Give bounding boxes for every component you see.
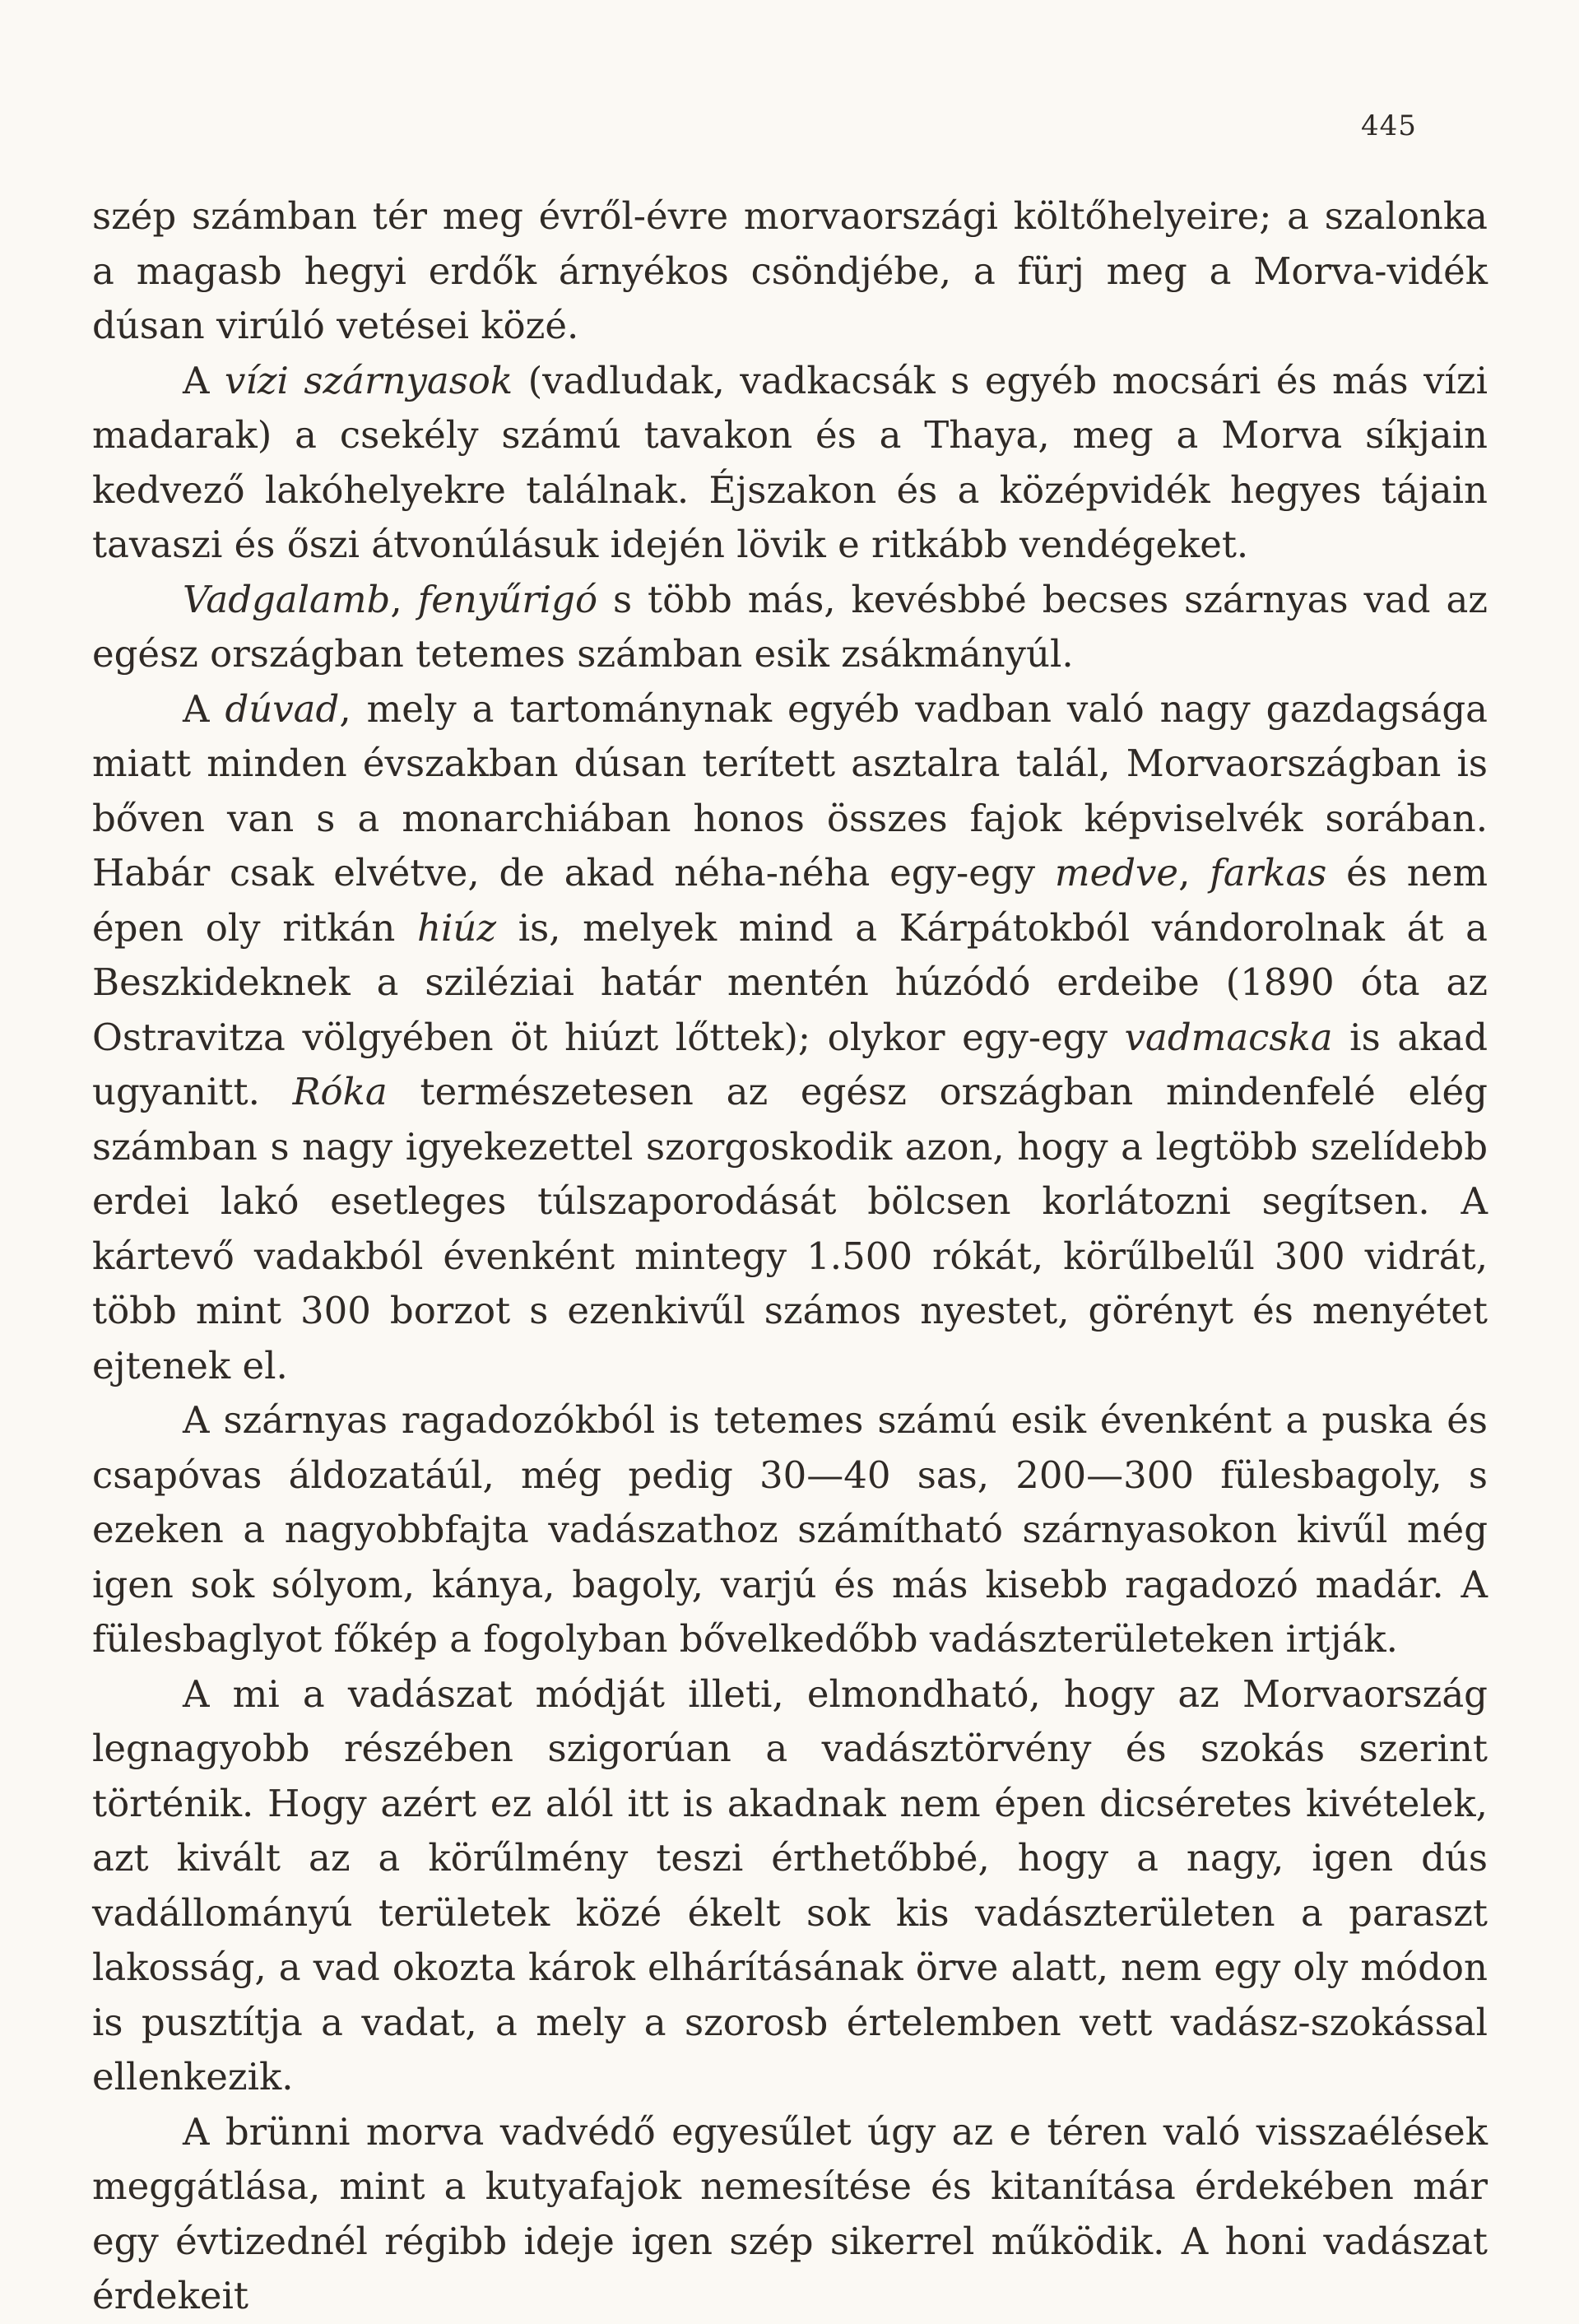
text-run: A	[183, 686, 225, 731]
italic-term: hiúz	[416, 905, 497, 950]
page-number: 445	[1361, 109, 1417, 142]
text-run: , mely a tartománynak egyéb vadban való nagy gazdagsága miatt minden évszakban dúsan terített asztalra talál, Morvaországban is bőven van s a monarchiában honos összes fajok képviselvék sorában. Habár csak elvétve, de akad néha-néha egy-egy	[92, 686, 1488, 895]
paragraph	[92, 189, 1488, 354]
text-run: ,	[390, 577, 418, 621]
italic-term: Vadgalamb	[183, 577, 391, 621]
paragraph	[92, 1667, 1488, 2105]
italic-term: farkas	[1210, 851, 1327, 895]
paragraph	[92, 1393, 1488, 1667]
italic-term: vadmacska	[1124, 1015, 1333, 1059]
text-run: A mi a vadászat módját illeti, elmondható, hogy az Morvaország legnagyobb részében szigorúan a vadásztörvény és szokás szerint történik. Hogy azért ez alól itt is akadnak nem épen dicséretes kivételek, azt kivált az a körűlmény teszi érthetőbbé, hogy a nagy, igen dús vadállományú területek közé ékelt sok kis vadászterületen a paraszt lakosság, a vad okozta károk elhárításának örve alatt, nem egy oly módon is pusztítja a vadat, a mely a szorosb értelemben vett vadász-szokással ellenkezik.	[92, 1671, 1488, 2099]
text-run: is, melyek mind a Kárpátokból vándorolnak át a Beszkideknek a sziléziai határ mentén húzódó erdeibe (1890 óta az Ostravitza völgyében öt hiúzt lőttek); olykor egy-egy	[92, 905, 1488, 1059]
text-run: és nem épen oly ritkán	[92, 851, 1488, 950]
italic-term: Róka	[292, 1070, 388, 1113]
italic-term: dúvad	[225, 686, 340, 731]
italic-term: vízi szárnyasok	[224, 358, 513, 402]
text-run: természetesen az egész országban mindenfelé elég számban s nagy igyekezettel szorgoskodik azon, hogy a legtöbb szelídebb erdei lakó esetleges túlszaporodását bölcsen korlátozni segítsen. A kártevő vadakból évenként mintegy 1.500 rókát, körűlbelűl 300 vidrát, több mint 300 borzot s ezenkivűl számos nyestet, görényt és menyétet ejtenek el.	[92, 1070, 1488, 1387]
paragraph	[92, 2105, 1488, 2324]
text-run: szép számban tér meg évről-évre morvaországi költőhelyeire; a szalonka a magasb hegyi erdők árnyékos csöndjébe, a fürj meg a Morva-vidék dúsan virúló vetései közé.	[92, 194, 1488, 347]
paragraph	[92, 573, 1488, 682]
text-run: A szárnyas ragadozókból is tetemes számú esik évenként a puska és csapóvas áldozatáúl, még pedig 30—40 sas, 200—300 fülesbagoly, s ezeken a nagyobbfajta vadászathoz számítható szárnyasokon kivűl még igen sok sólyom, kánya, bagoly, varjú és más kisebb ragadozó madár. A fülesbaglyot főkép a fogolyban bővelkedőbb vadászterületeken irtják.	[92, 1398, 1488, 1661]
text-run: A brünni morva vadvédő egyesűlet úgy az e téren való visszaélések meggátlása, mint a kutyafajok nemesítése és kitanítása érdekében már egy évtizednél régibb ideje igen szép sikerrel működik. A honi vadászat érdekeit	[92, 2109, 1488, 2317]
italic-term: fenyűrigó	[417, 577, 598, 621]
text-run: ,	[1178, 851, 1210, 895]
text-run: s több más, kevésbbé becses szárnyas vad az egész országban tetemes számban esik zsákmányúl.	[92, 577, 1488, 676]
text-run: is akad ugyanitt.	[92, 1015, 1488, 1113]
text-run: (vadludak, vadkacsák s egyéb mocsári és más vízi madarak) a csekély számú tavakon és a Thaya, meg a Morva síkjain kedvező lakóhelyekre találnak. Éjszakon és a középvidék hegyes tájain tavaszi és őszi átvonúlásuk idején lövik e ritkább vendégeket.	[92, 358, 1488, 566]
text-run: A	[183, 358, 225, 402]
paragraph	[92, 354, 1488, 573]
italic-term: medve	[1054, 851, 1179, 895]
body-text	[92, 189, 1488, 2324]
paragraph	[92, 682, 1488, 1394]
